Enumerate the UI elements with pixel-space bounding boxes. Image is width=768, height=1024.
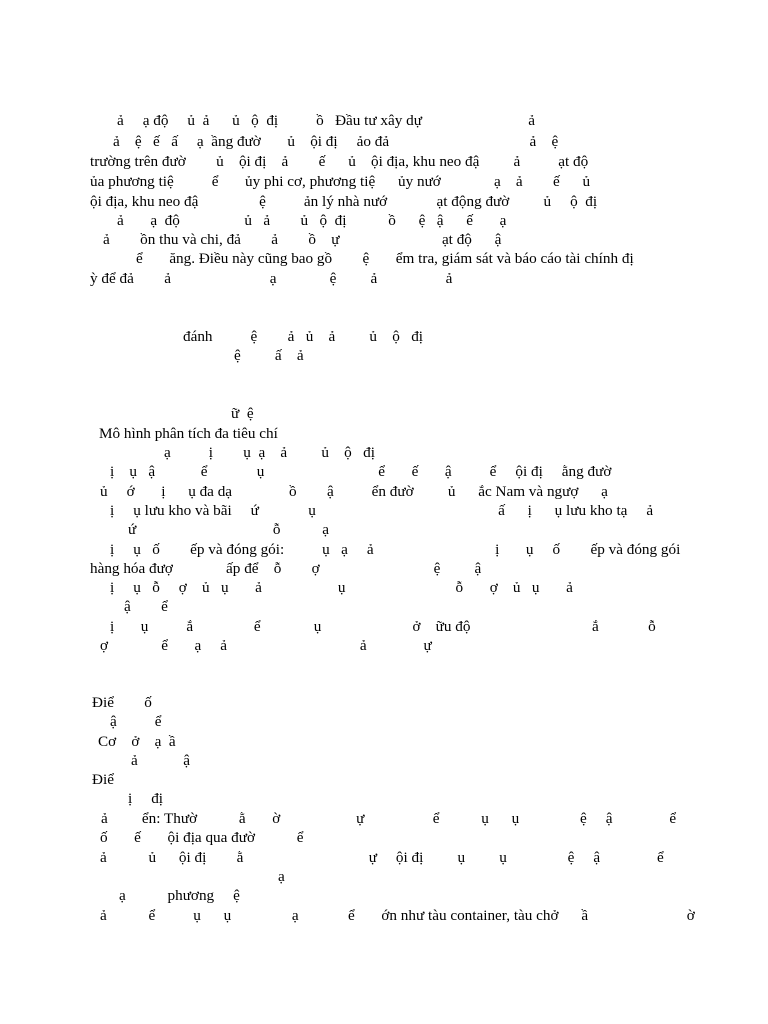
text-line: ợ ể ạ ả ả ự — [100, 637, 432, 654]
heading-diem-2: Điể — [92, 771, 114, 788]
text-line: ậ ể — [124, 598, 168, 615]
text-line: ị ụ ố ếp và đóng gói: ụ ạ ả ị ụ ố ếp và đóng gói — [110, 541, 681, 558]
text-line: ả ậ — [131, 752, 191, 769]
text-line: ạ ị ụ ạ ả ủ ộ đị — [164, 444, 375, 461]
text-line: ể ăng. Điều này cũng bao gồ ệ ểm tra, giám sát và báo cáo tài chính đị — [136, 250, 634, 267]
text-line: ỳ để đả ả ạ ệ ả ả — [90, 270, 453, 287]
text-line: ạ phương ệ — [119, 887, 240, 904]
text-line: ố ế ội địa qua đườ ể — [100, 829, 304, 846]
text-line: ứ ỗ ạ — [128, 521, 330, 538]
text-line: ủ ớ ị ụ đa dạ ồ ậ ển đườ ủ ắc Nam và ngượ ạ — [100, 483, 608, 500]
text-line: ả ể ụ ụ ạ ể ớn như tàu container, tàu chở ầ ờ — [100, 907, 695, 924]
text-line: ệ ấ ả — [234, 347, 304, 364]
text-line: ị ụ ỗ ợ ủ ụ ả ụ ỗ ợ ủ ụ ả — [110, 579, 573, 596]
text-line: ữ ệ — [231, 405, 254, 422]
text-line: ả ệ ế ấ ạ ầng đườ ủ ội đị ảo đả ả ệ — [113, 133, 559, 150]
text-line: ả ạ độ ủ ả ủ ộ đị ồ Đầu tư xây dự ả — [117, 112, 536, 129]
text-line: ậ ể — [110, 713, 162, 730]
text-line: ị ụ ậ ể ụ ể ế ậ ể ội đị ằng đườ — [110, 463, 612, 480]
text-line: trường trên đườ ủ ội đị ả ế ủ ội địa, khu neo đậ ả ạt độ — [90, 153, 589, 170]
text-line: ả ạ độ ủ ả ủ ộ đị ồ ệ ậ ế ạ — [117, 212, 507, 229]
text-line: ội địa, khu neo đậ ệ ản lý nhà nướ ạt động đườ ủ ộ đị — [90, 193, 598, 210]
text-line: ủa phương tiệ ể ủy phi cơ, phương tiệ ủy nướ ạ ả ế ủ — [90, 173, 591, 190]
heading-infrastructure: Cơ ở ạ ầ — [98, 733, 176, 750]
text-line: ị ụ ắ ể ụ ở ữu độ ắ ỗ — [110, 618, 656, 635]
heading-diem: Điể ố — [92, 694, 152, 711]
text-line: hàng hóa đượ ấp để ỗ ợ ệ ậ — [90, 560, 482, 577]
text-line: ả ủ ội đị ằ ự ội đị ụ ụ ệ ậ ể — [100, 849, 664, 866]
text-line: ị ụ lưu kho và bãi ứ ụ ấ ị ụ lưu kho tạ ả — [110, 502, 654, 519]
text-line: ạ — [278, 868, 285, 885]
text-line: ả ồn thu và chi, đả ả ồ ự ạt độ ậ — [103, 231, 502, 248]
text-line: đánh ệ ả ủ ả ủ ộ đị — [183, 328, 424, 345]
heading-multicriteria: Mô hình phân tích đa tiêu chí — [99, 425, 278, 442]
text-line: ả ển: Thườ ằ ờ ự ể ụ ụ ệ ậ ể — [101, 810, 677, 827]
text-line: ị đị — [128, 790, 164, 807]
